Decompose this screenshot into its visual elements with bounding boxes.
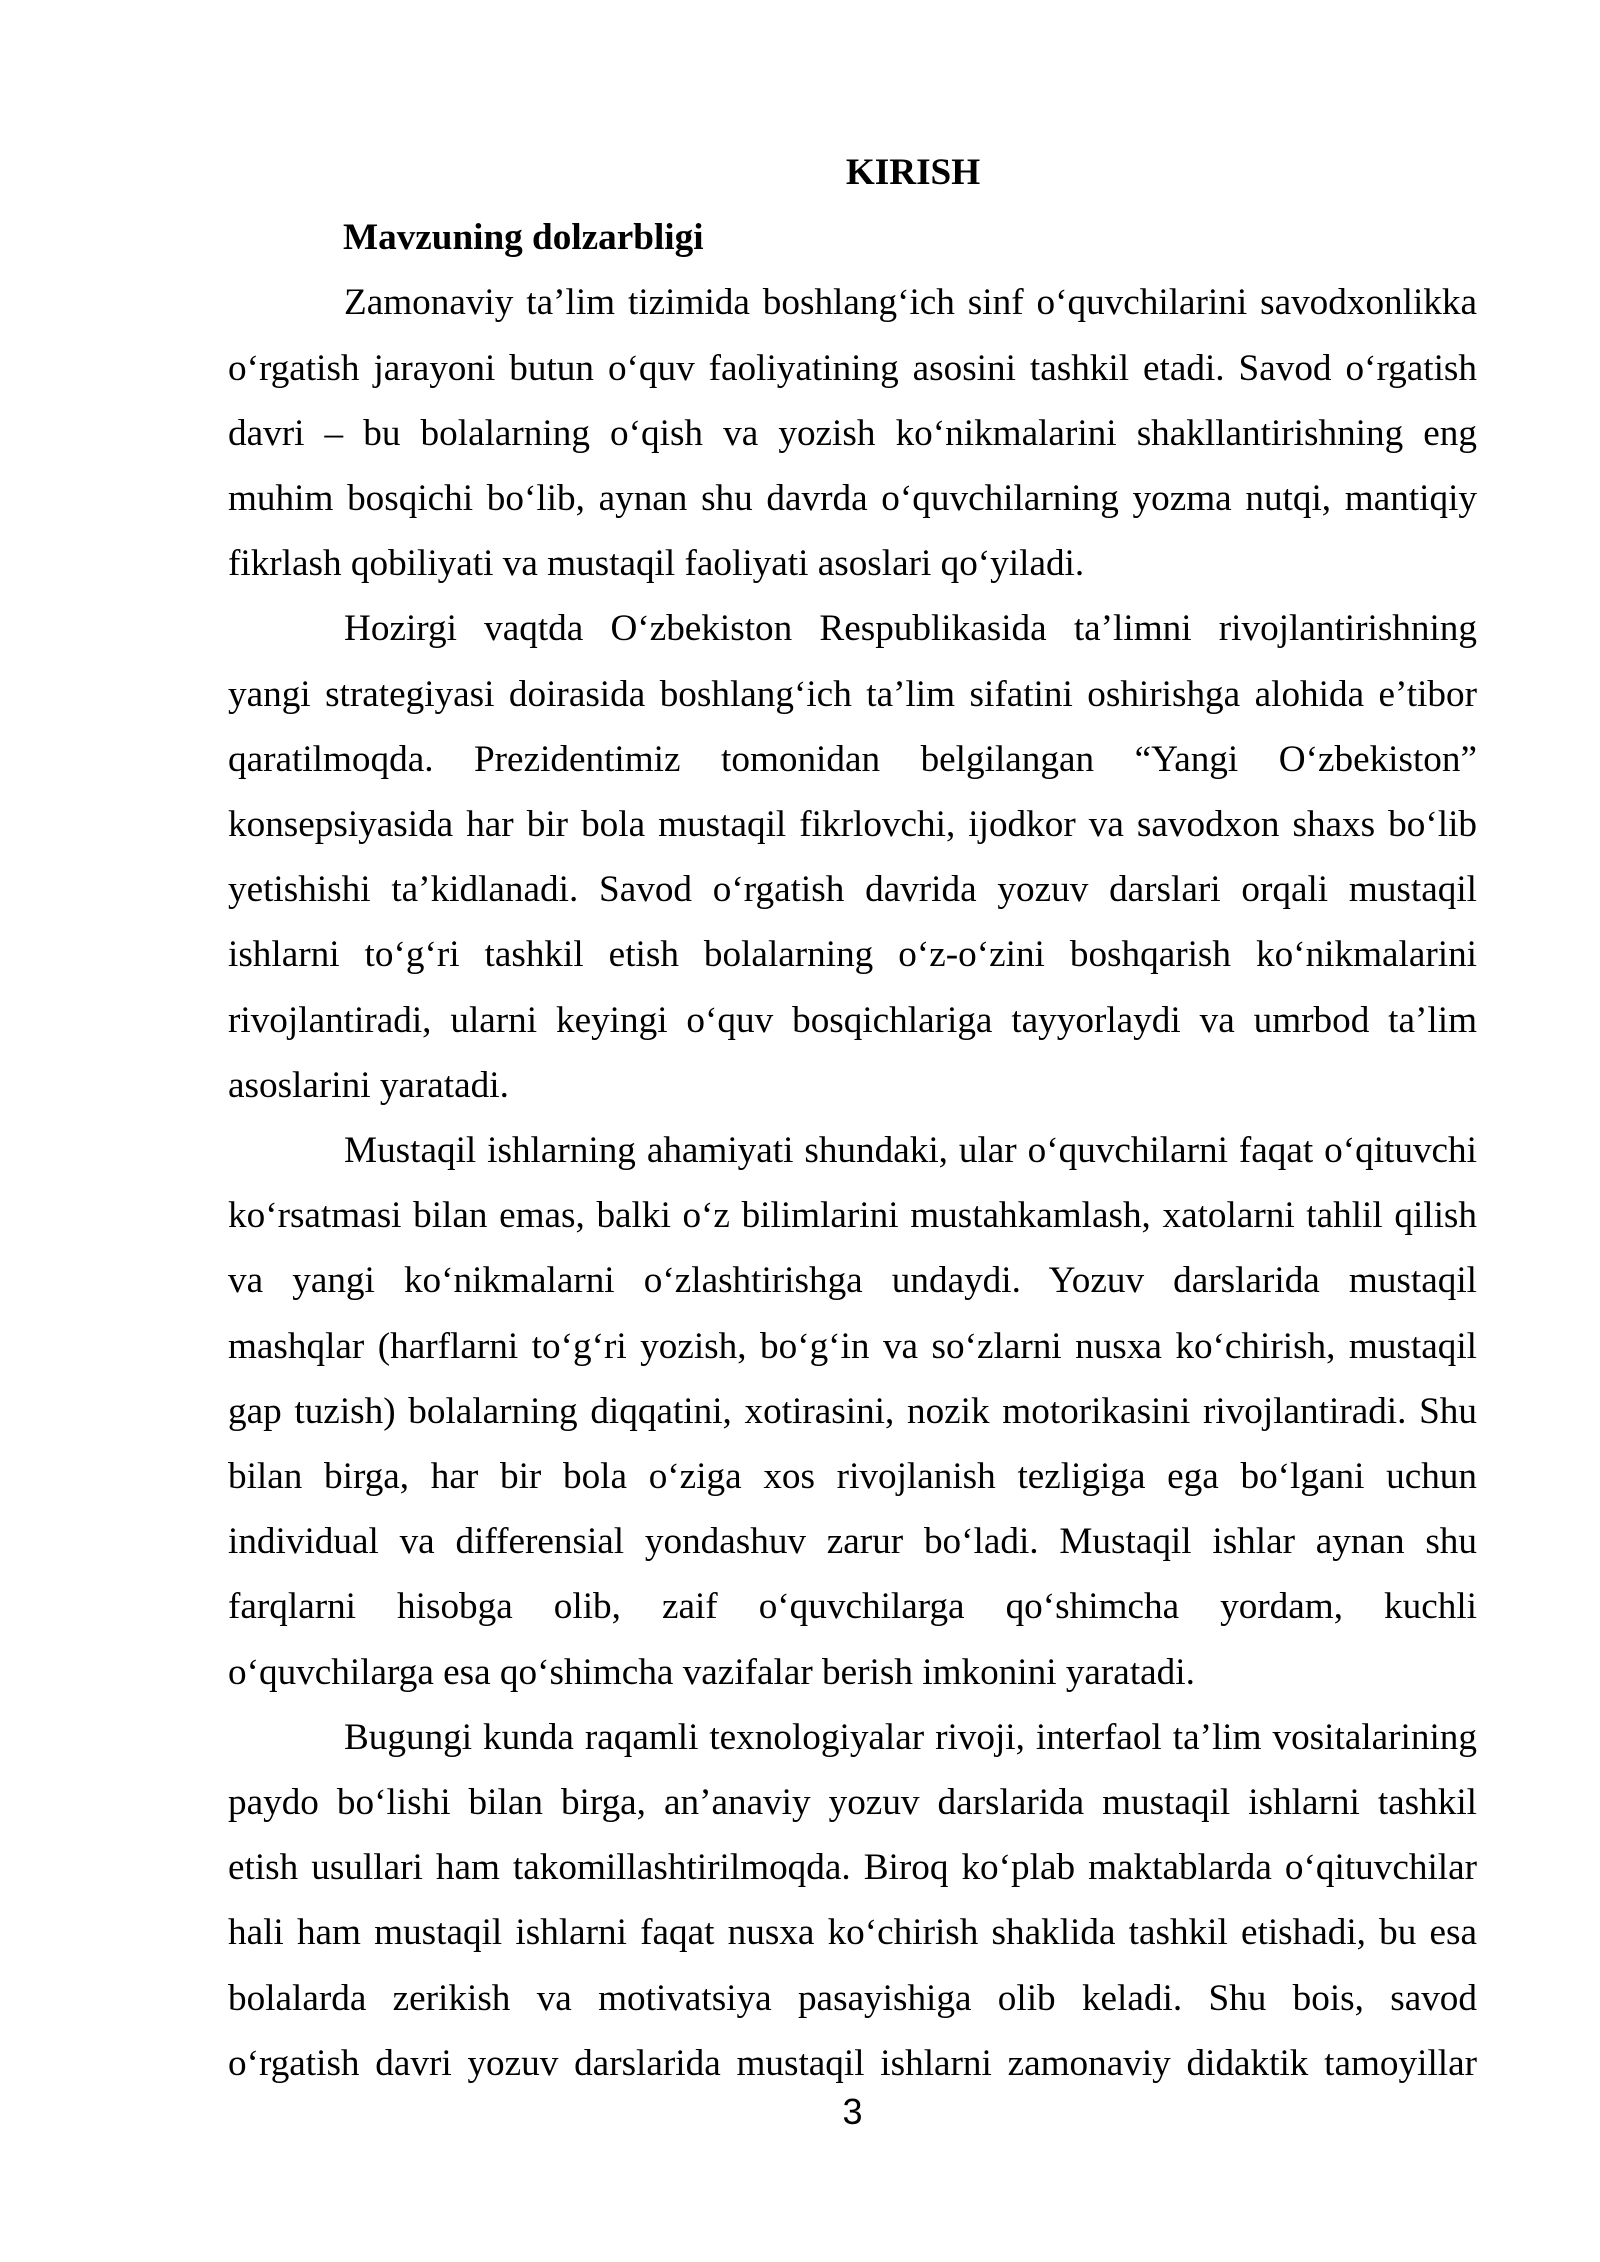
text-line: hali ham mustaqil ishlarni faqat nusxa koʻchirish shaklida tashkil etishadi, bu esa [228, 1912, 1477, 1954]
section-heading: Mavzuning dolzarbligi [343, 217, 704, 259]
text-line: koʻrsatmasi bilan emas, balki oʻz bilimlarini mustahkamlash, xatolarni tahlil qilish [228, 1195, 1477, 1237]
document-content [228, 0, 1477, 2096]
text-line: yetishishi ta’kidlanadi. Savod oʻrgatish davrida yozuv darslari orqali mustaqil [228, 869, 1477, 911]
text-line: etish usullari ham takomillashtirilmoqda. Biroq koʻplab maktablarda oʻqituvchilar [228, 1847, 1477, 1889]
text-line: bolalarda zerikish va motivatsiya pasayishiga olib keladi. Shu bois, savod [228, 1977, 1477, 2019]
text-line: oʻrgatish jarayoni butun oʻquv faoliyatining asosini tashkil etadi. Savod oʻrgatish [228, 347, 1477, 389]
page-title: KIRISH [845, 152, 981, 193]
paragraph [228, 1118, 1477, 1705]
text-line: Zamonaviy ta’lim tizimida boshlangʻich sinf oʻquvchilarini savodxonlikka [344, 282, 1477, 324]
text-line: yangi strategiyasi doirasida boshlangʻich ta’lim sifatini oshirishga alohida e’tibor [228, 673, 1477, 715]
text-line: Mustaqil ishlarning ahamiyati shundaki, ular oʻquvchilarni faqat oʻqituvchi [344, 1130, 1477, 1172]
text-line: bilan birga, har bir bola oʻziga xos rivojlanish tezligiga ega boʻlgani uchun [228, 1456, 1477, 1498]
paragraph [228, 270, 1477, 596]
text-line: konsepsiyasida har bir bola mustaqil fikrlovchi, ijodkor va savodxon shaxs boʻlib [228, 804, 1477, 846]
text-line: fikrlash qobiliyati va mustaqil faoliyati asoslari qoʻyiladi. [228, 543, 1085, 585]
text-line: ishlarni toʻgʻri tashkil etish bolalarning oʻz-oʻzini boshqarish koʻnikmalarini [228, 934, 1477, 976]
text-line: Bugungi kunda raqamli texnologiyalar rivoji, interfaol ta’lim vositalarining [344, 1716, 1477, 1758]
text-line: rivojlantiradi, ularni keyingi oʻquv bosqichlariga tayyorlaydi va umrbod ta’lim [228, 999, 1477, 1041]
text-line: Hozirgi vaqtda Oʻzbekiston Respublikasida ta’limni rivojlantirishning [344, 608, 1477, 650]
text-line: paydo boʻlishi bilan birga, an’anaviy yozuv darslarida mustaqil ishlarni tashkil [228, 1782, 1477, 1824]
text-line: gap tuzish) bolalarning diqqatini, xotirasini, nozik motorikasini rivojlantiradi. Shu [228, 1390, 1477, 1432]
text-line: davri – bu bolalarning oʻqish va yozish koʻnikmalarini shakllantirishning eng [228, 412, 1477, 454]
text-line: muhim bosqichi boʻlib, aynan shu davrda oʻquvchilarning yozma nutqi, mantiqiy [228, 478, 1477, 520]
text-line: mashqlar (harflarni toʻgʻri yozish, boʻgʻin va soʻzlarni nusxa koʻchirish, mustaqil [228, 1325, 1477, 1367]
text-line: oʻrgatish davri yozuv darslarida mustaqil ishlarni zamonaviy didaktik tamoyillar [228, 2042, 1477, 2084]
text-line: oʻquvchilarga esa qoʻshimcha vazifalar berish imkonini yaratadi. [228, 1651, 1195, 1693]
text-line: asoslarini yaratadi. [228, 1064, 509, 1106]
paragraph [228, 596, 1477, 1118]
text-line: farqlarni hisobga olib, zaif oʻquvchilarga qoʻshimcha yordam, kuchli [228, 1586, 1477, 1628]
text-line: individual va differensial yondashuv zarur boʻladi. Mustaqil ishlar aynan shu [228, 1521, 1477, 1563]
text-line: qaratilmoqda. Prezidentimiz tomonidan belgilangan “Yangi Oʻzbekiston” [228, 738, 1477, 780]
paragraph [228, 1705, 1477, 2096]
text-line: va yangi koʻnikmalarni oʻzlashtirishga undaydi. Yozuv darslarida mustaqil [228, 1260, 1477, 1302]
page-number: 3 [842, 2091, 863, 2132]
